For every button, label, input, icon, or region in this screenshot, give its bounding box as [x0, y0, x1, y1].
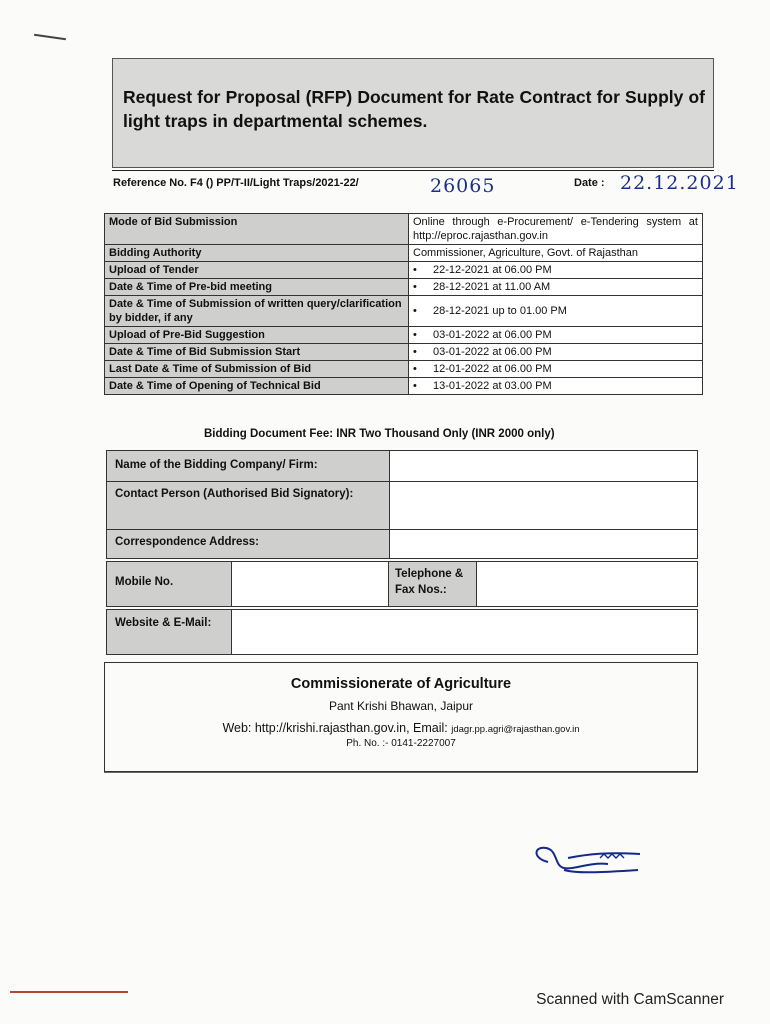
company-row — [106, 450, 698, 482]
office-address-box — [104, 662, 698, 772]
schedule-key: Date & Time of Pre-bid meeting — [105, 279, 409, 296]
telephone-field[interactable] — [476, 562, 697, 606]
handwritten-date: 22.12.2021 — [620, 172, 739, 194]
date-label: Date : — [574, 177, 605, 189]
schedule-date: 13-01-2022 at 03.00 PM — [433, 380, 552, 392]
table-row — [105, 214, 703, 245]
table-row — [105, 279, 703, 296]
table-row — [105, 378, 703, 395]
table-row — [105, 262, 703, 279]
schedule-key: Date & Time of Bid Submission Start — [105, 344, 409, 361]
schedule-value: • 03-01-2022 at 06.00 PM — [409, 344, 703, 361]
schedule-value: • 22-12-2021 at 06.00 PM — [409, 262, 703, 279]
schedule-date: 28-12-2021 at 11.00 AM — [433, 281, 551, 293]
schedule-value — [409, 214, 703, 245]
schedule-value: • 28-12-2021 up to 01.00 PM — [409, 296, 703, 327]
office-name: Commissionerate of Agriculture — [290, 676, 512, 692]
schedule-date: 12-01-2022 at 06.00 PM — [433, 363, 552, 375]
schedule-key: Date & Time of Submission of written query/clarification by bidder, if any — [105, 296, 409, 327]
office-web-email — [105, 721, 697, 735]
contact-field[interactable] — [389, 482, 697, 529]
telephone-label: Telephone & Fax Nos.: — [388, 562, 476, 606]
schedule-key: Last Date & Time of Submission of Bid — [105, 361, 409, 378]
schedule-value: • 03-01-2022 at 06.00 PM — [409, 327, 703, 344]
website-label: Website & E-Mail: — [107, 610, 231, 654]
office-box-shadow-line — [104, 772, 698, 773]
mode-of-submission-value: Online through e-Procurement/ e-Tendering system at http://eproc.rajasthan.gov.in — [413, 216, 698, 242]
schedule-key: Date & Time of Opening of Technical Bid — [105, 378, 409, 395]
schedule-key: Mode of Bid Submission — [105, 214, 409, 245]
website-field[interactable] — [231, 610, 697, 654]
bid-schedule-table — [104, 213, 703, 395]
contact-row — [106, 482, 698, 530]
document-title: Request for Proposal (RFP) Document for Rate Contract for Supply of light traps in departmental schemes. — [112, 58, 714, 168]
address-label: Correspondence Address: — [107, 530, 389, 558]
camscanner-watermark: Scanned with CamScanner — [536, 991, 724, 1008]
office-email: jdagr.pp.agri@rajasthan.gov.in — [451, 724, 580, 735]
schedule-value: • 28-12-2021 at 11.00 AM — [409, 279, 703, 296]
office-web: Web: http://krishi.rajasthan.gov.in, Email: — [222, 721, 452, 735]
address-row — [106, 530, 698, 559]
scan-mark — [34, 34, 66, 40]
title-underline — [112, 170, 714, 171]
bidding-document-fee: Bidding Document Fee: INR Two Thousand Only (INR 2000 only) — [204, 428, 555, 440]
company-label: Name of the Bidding Company/ Firm: — [107, 451, 389, 481]
schedule-value: • 13-01-2022 at 03.00 PM — [409, 378, 703, 395]
mobile-label: Mobile No. — [107, 562, 231, 606]
schedule-date: 03-01-2022 at 06.00 PM — [433, 346, 552, 358]
schedule-value: • 12-01-2022 at 06.00 PM — [409, 361, 703, 378]
schedule-key: Bidding Authority — [105, 245, 409, 262]
schedule-key: Upload of Tender — [105, 262, 409, 279]
office-address: Pant Krishi Bhawan, Jaipur — [328, 699, 474, 713]
schedule-date: 22-12-2021 at 06.00 PM — [433, 264, 552, 276]
table-row — [105, 327, 703, 344]
reference-number: Reference No. F4 () PP/T-II/Light Traps/2021-22/ — [113, 177, 359, 189]
bidder-details-form — [106, 450, 698, 655]
office-phone: Ph. No. :- 0141-2227007 — [346, 738, 456, 749]
handwritten-reference-number: 26065 — [430, 175, 496, 197]
website-row — [106, 609, 698, 655]
schedule-date: 28-12-2021 up to 01.00 PM — [433, 305, 567, 317]
mobile-field[interactable] — [231, 562, 388, 606]
scan-edge-line — [10, 991, 128, 993]
table-row — [105, 361, 703, 378]
company-field[interactable] — [389, 451, 697, 481]
address-field[interactable] — [389, 530, 697, 558]
table-row — [105, 344, 703, 361]
table-row — [105, 296, 703, 327]
signature — [528, 840, 648, 882]
contact-label: Contact Person (Authorised Bid Signatory): — [107, 482, 389, 529]
schedule-date: 03-01-2022 at 06.00 PM — [433, 329, 552, 341]
table-row — [105, 245, 703, 262]
mobile-row — [106, 561, 698, 607]
schedule-value: Commissioner, Agriculture, Govt. of Rajasthan — [409, 245, 703, 262]
schedule-key: Upload of Pre-Bid Suggestion — [105, 327, 409, 344]
